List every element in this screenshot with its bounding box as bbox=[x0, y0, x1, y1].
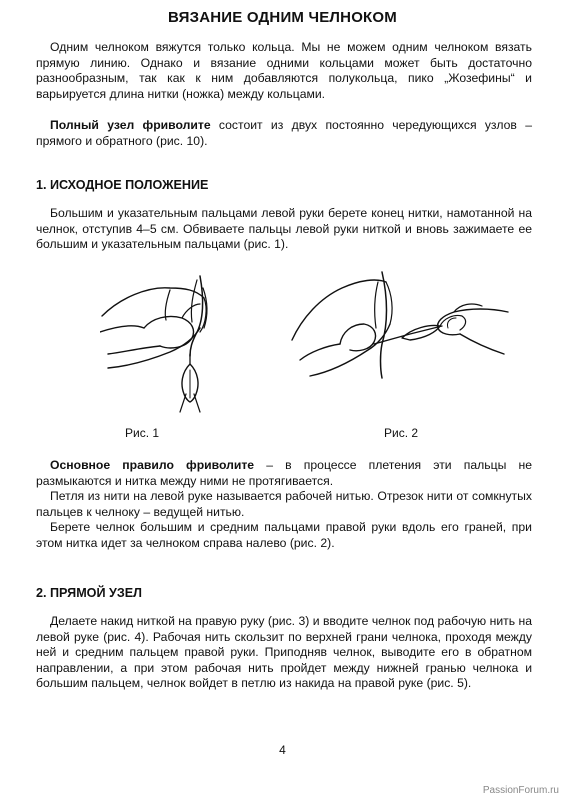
shuttle-paragraph: Берете челнок большим и средним пальцами правой руки вдоль его граней, при этом нитка идет за челноком справа налево (рис. 2). bbox=[36, 520, 532, 550]
watermark: PassionForum.ru bbox=[482, 785, 559, 796]
intro-paragraph: Одним челноком вяжутся только кольца. Мы не можем одним челноком вязать прямую линию. Однако и вязание одними кольцами может быть достаточно разнообразным, так как к ним добавляются полукольца, пико „Жозефины“ и варьируется длина нитки (ножка) между кольцами. bbox=[36, 40, 532, 101]
page-number: 4 bbox=[279, 743, 286, 757]
section1-paragraph: Большим и указательным пальцами левой руки берете конец нитки, намотанной на челнок, отступив 4–5 см. Обвиваете пальцы левой руки ниткой и вновь зажимаете ее большим и указательным пальцами (рис. 1). bbox=[36, 206, 532, 252]
full-knot-term: Полный узел фриволите bbox=[50, 118, 211, 132]
loop-paragraph: Петля из нити на левой руке называется рабочей нитью. Отрезок нити от сомкнутых пальцев к челноку – ведущей нитью. bbox=[36, 489, 532, 519]
page-title: ВЯЗАНИЕ ОДНИМ ЧЕЛНОКОМ bbox=[168, 9, 397, 26]
section2-heading: 2. ПРЯМОЙ УЗЕЛ bbox=[36, 586, 142, 600]
full-knot-paragraph bbox=[36, 118, 532, 149]
rule-term: Основное правило фриволите bbox=[50, 458, 255, 472]
rule-text: – в процессе плетения эти пальцы не размыкаются и нитка между ними не протягивается. bbox=[36, 458, 532, 488]
full-knot-text: состоит из двух постоянно чередующихся узлов – прямого и обратного (рис. 10). bbox=[36, 118, 532, 148]
figure-2-caption: Рис. 2 bbox=[384, 426, 419, 440]
figure-2-illustration bbox=[290, 268, 510, 418]
section1-heading: 1. ИСХОДНОЕ ПОЛОЖЕНИЕ bbox=[36, 178, 209, 192]
figure-1-illustration bbox=[100, 268, 250, 418]
section2-paragraph: Делаете накид ниткой на правую руку (рис. 3) и вводите челнок под рабочую нить на левой руке (рис. 4). Рабочая нить скользит по верхней грани челнока, проходя между ней и средним пальцем правой руки. Приподняв челнок, выводите его в обратном направлении, а при этом рабочая нить пройдет между нижней гранью челнока и большим пальцем, челнок войдет в петлю из накида на правой руке (рис. 5). bbox=[36, 614, 532, 691]
rule-paragraph bbox=[36, 458, 532, 489]
figure-1-caption: Рис. 1 bbox=[125, 426, 160, 440]
